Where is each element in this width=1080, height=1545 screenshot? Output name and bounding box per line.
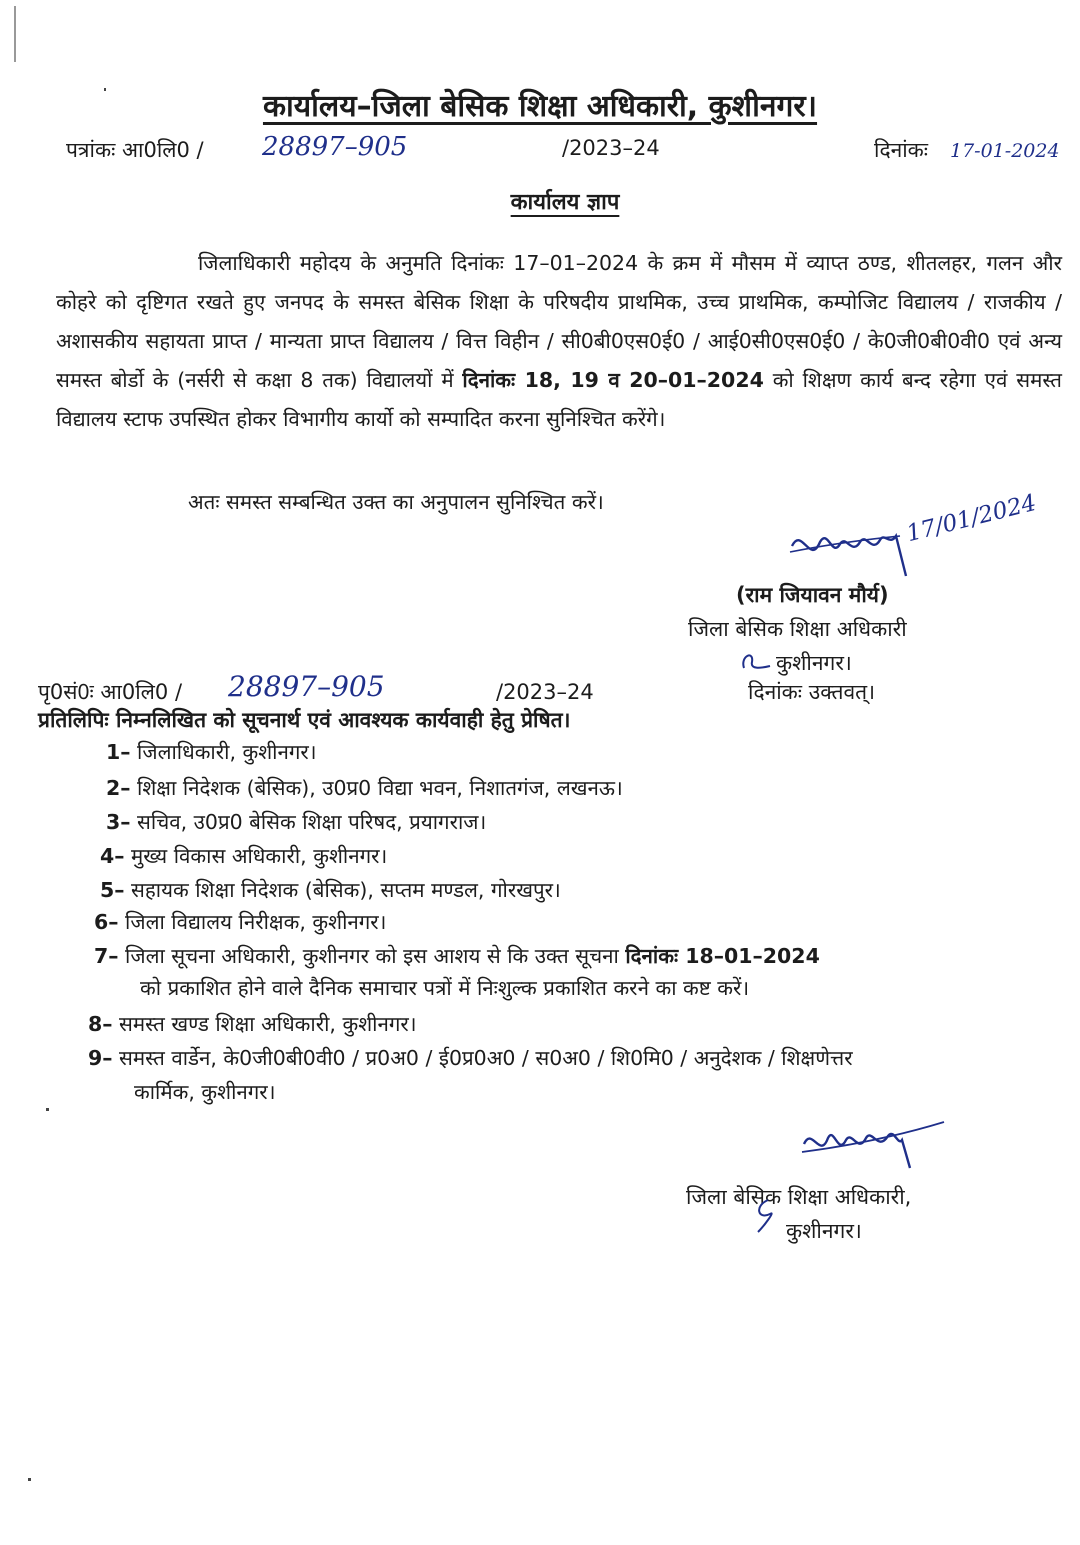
scan-mark: [14, 6, 16, 62]
copy-ref-label: पृ0सं0ः आ0लि0 /: [38, 680, 183, 704]
item-text: समस्त खण्ड शिक्षा अधिकारी, कुशीनगर।: [119, 1012, 417, 1036]
list-item: [94, 940, 820, 973]
date-label: दिनांकः: [874, 138, 929, 162]
copy-ref-number-handwritten: 28897–905: [228, 670, 385, 703]
item-number: 5–: [100, 878, 125, 902]
list-item: [106, 772, 623, 805]
body-text: जिलाधिकारी महोदय के अनुमति दिनांकः 17–01–2024 के क्रम में मौसम में व्याप्त ठण्ड, शीतलहर, गलन और कोहरे को दृष्टिगत रखते हुए जनपद के समस्त बेसिक शिक्षा के परिषदीय प्राथमिक, उच्च प्राथमिक, कम्पोजिट विद्यालय / राजकीय / अशासकीय सहायता प्राप्त / मान्यता प्राप्त विद्यालय / वित्त विहीन / सी0बी0एस0ई0 / आई0सी0एस0ई0 / के0जी0बी0वी0 एवं अन्य समस्त बोर्डो के (नर्सरी से कक्षा 8 तक) विद्यालयों में: [56, 251, 1062, 392]
initial-graphic: [748, 1196, 782, 1236]
list-item: [88, 1042, 853, 1075]
item-text: मुख्य विकास अधिकारी, कुशीनगर।: [131, 844, 388, 868]
item-number: 4–: [100, 844, 125, 868]
body-text-end: को शिक्षण कार्य बन्द रहेगा एवं समस्त विद्यालय स्टाफ उपस्थित होकर विभागीय कार्यो को सम्पादित करना सुनिश्चित करेंगे।: [56, 368, 1062, 431]
initial-graphic: [736, 646, 776, 676]
signatory-designation: जिला बेसिक शिक्षा अधिकारी: [688, 617, 907, 641]
session-label: /2023–24: [562, 136, 660, 160]
memo-subject: कार्यालय ज्ञाप: [510, 190, 620, 215]
item-text: सचिव, उ0प्र0 बेसिक शिक्षा परिषद, प्रयागराज।: [137, 810, 487, 834]
item-number: 1–: [106, 740, 131, 764]
item-text: जिला विद्यालय निरीक्षक, कुशीनगर।: [125, 910, 387, 934]
ref-number-handwritten: 28897–905: [262, 132, 408, 162]
item-text: शिक्षा निदेशक (बेसिक), उ0प्र0 विद्या भवन, निशातगंज, लखनऊ।: [137, 776, 623, 800]
office-title: कार्यालय–जिला बेसिक शिक्षा अधिकारी, कुशीनगर।: [262, 89, 818, 124]
item-number: 2–: [106, 776, 131, 800]
signatory-name: (राम जियावन मौर्य): [736, 583, 889, 607]
item-number: 8–: [88, 1012, 113, 1036]
item-number: 6–: [94, 910, 119, 934]
memo-body: [56, 244, 1062, 439]
list-item: [100, 840, 387, 873]
scan-mark: [46, 1108, 49, 1111]
list-item: [88, 1008, 417, 1041]
signatory-place: कुशीनगर।: [776, 651, 852, 675]
list-item: [106, 736, 317, 769]
closing-line: अतः समस्त सम्बन्धित उक्त का अनुपालन सुनिश्चित करें।: [188, 490, 604, 514]
item-text: जिला सूचना अधिकारी, कुशीनगर को इस आशय से कि उक्त सूचना: [125, 944, 619, 968]
closure-dates: दिनांकः 18, 19 व 20–01–2024: [462, 368, 764, 392]
item-number: 7–: [94, 944, 119, 968]
copy-date: दिनांकः उक्तवत्।: [748, 680, 876, 704]
item-text: जिलाधिकारी, कुशीनगर।: [137, 740, 317, 764]
item-text: समस्त वार्डेन, के0जी0बी0वी0 / प्र0अ0 / ई0प्र0अ0 / स0अ0 / शि0मि0 / अनुदेशक / शिक्षणेत्तर: [119, 1046, 853, 1070]
office-place: कुशीनगर।: [786, 1219, 862, 1243]
list-item: [106, 806, 486, 839]
list-item-continuation: को प्रकाशित होने वाले दैनिक समाचार पत्रों में निःशुल्क प्रकाशित करने का कष्ट करें।: [140, 976, 750, 1000]
scan-mark: [28, 1478, 31, 1481]
ref-label: पत्रांकः आ0लि0 /: [66, 138, 204, 162]
item-bold-date: दिनांकः 18–01–2024: [625, 944, 820, 968]
cc-heading: प्रतिलिपिः निम्नलिखित को सूचनार्थ एवं आवश्यक कार्यवाही हेतु प्रेषित।: [38, 708, 571, 732]
item-number: 3–: [106, 810, 131, 834]
office-designation: जिला बेसिक शिक्षा अधिकारी,: [686, 1185, 912, 1209]
signature-date-handwritten: 17/01/2024: [904, 489, 1039, 548]
item-number: 9–: [88, 1046, 113, 1070]
item-text: सहायक शिक्षा निदेशक (बेसिक), सप्तम मण्डल, गोरखपुर।: [131, 878, 561, 902]
date-handwritten: 17-01-2024: [950, 140, 1060, 162]
signature-graphic: [798, 1116, 948, 1176]
copy-session-label: /2023–24: [496, 680, 594, 704]
list-item-continuation: कार्मिक, कुशीनगर।: [134, 1080, 276, 1104]
list-item: [100, 874, 561, 907]
list-item: [94, 906, 386, 939]
